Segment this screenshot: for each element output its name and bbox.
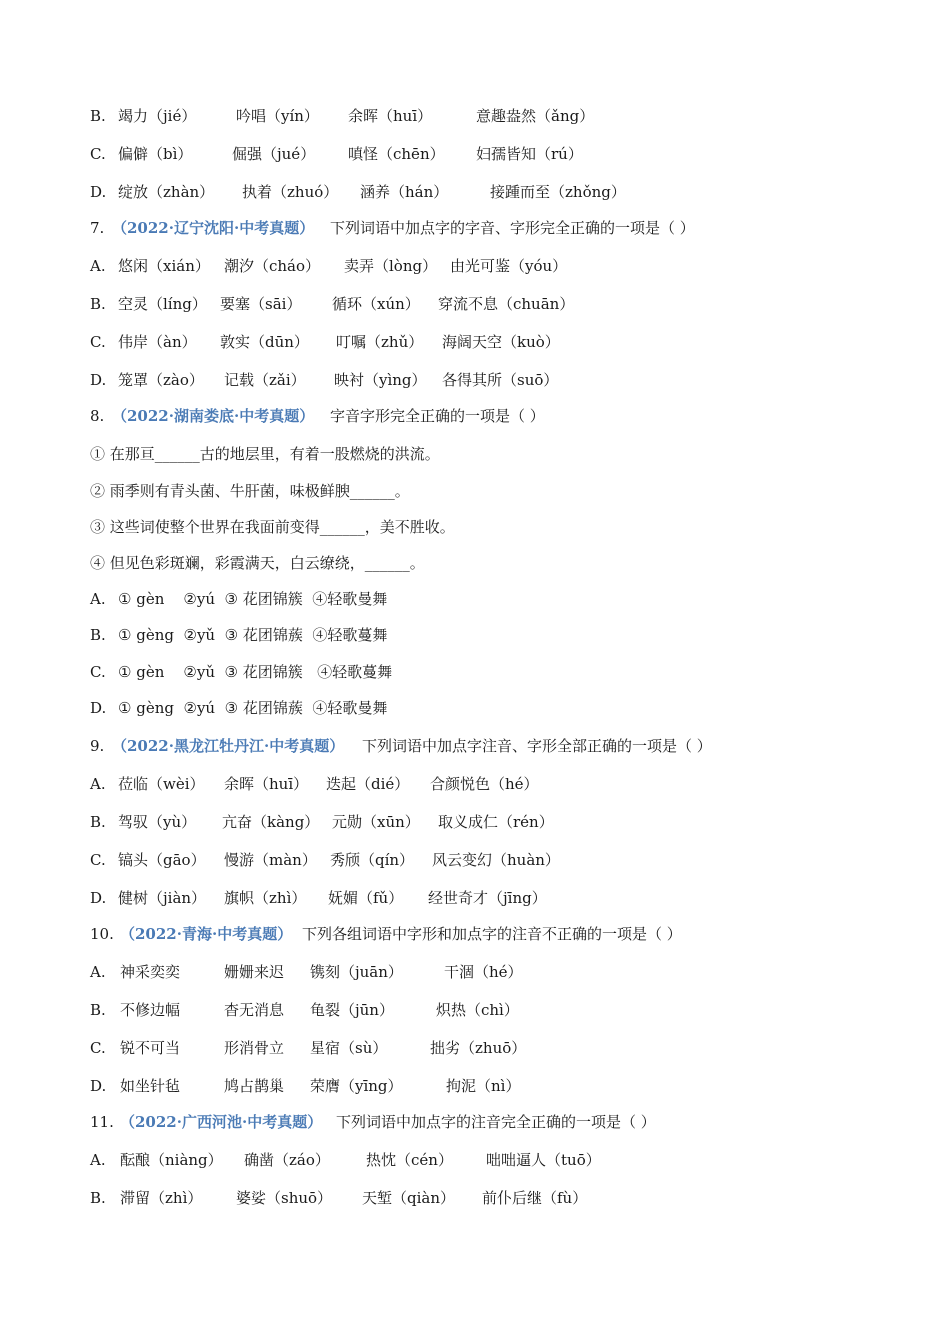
option-item: 由光可鉴（yóu） [450,257,568,275]
question-text: 下列词语中加点字注音、字形全部正确的一项是（ ） [362,737,712,755]
option-item: 酝酿（niàng） [120,1151,223,1169]
option-letter: A. [90,590,106,608]
option-letter: D. [90,183,107,201]
source-tag: （2022·辽宁沈阳·中考真题） [112,219,315,237]
option-item: 空灵（líng） [118,295,207,313]
option-item: 妇孺皆知（rú） [476,145,583,163]
option-item: 妩媚（fǔ） [328,889,404,907]
option-letter: A. [90,963,106,981]
option-item: 余晖（huī） [224,775,309,793]
option-item: 合颜悦色（hé） [430,775,539,793]
option-letter: A. [90,257,106,275]
option-item: 潮汐（cháo） [224,257,321,275]
question-number: 9. [90,737,105,755]
option-item: 伟岸（àn） [118,333,197,351]
option-item: 余晖（huī） [348,107,433,125]
question-text: 字音字形完全正确的一项是（ ） [330,407,545,425]
option-item: 吟唱（yín） [236,107,319,125]
option-item: 敦实（dūn） [220,333,309,351]
option-letter: B. [90,295,106,313]
q8-sentence-2: ② 雨季则有青头菌、牛肝菌，味极鲜腴______。 [90,482,410,500]
source-tag: （2022·黑龙江牡丹江·中考真题） [112,737,345,755]
option-item: 咄咄逼人（tuō） [486,1151,601,1169]
option-item: 滞留（zhì） [120,1189,203,1207]
option-item: 循环（xún） [332,295,420,313]
option-item: 姗姗来迟 [224,963,285,981]
option-letter: C. [90,1039,106,1057]
option-letter: A. [90,775,106,793]
option-item: 叮嘱（zhǔ） [336,333,424,351]
option-item: 海阔天空（kuò） [442,333,560,351]
source-tag: （2022·青海·中考真题） [120,925,293,943]
option-item: 杳无消息 [224,1001,285,1019]
option-item: 健树（jiàn） [118,889,207,907]
option-text: ① gèng ②yǔ ③ 花团锦蔟 ④轻歌蔓舞 [118,626,388,644]
option-item: 镐头（gāo） [118,851,206,869]
source-tag: （2022·广西河池·中考真题） [120,1113,323,1131]
option-letter: C. [90,851,106,869]
option-item: 天堑（qiàn） [362,1189,456,1207]
option-item: 星宿（sù） [310,1039,388,1057]
option-item: 记载（zǎi） [224,371,306,389]
option-letter: D. [90,889,107,907]
option-text: ① gèn ②yǔ ③ 花团锦簇 ④轻歌蔓舞 [118,663,393,681]
option-item: 不修边幅 [120,1001,181,1019]
option-item: 亢奋（kàng） [222,813,320,831]
option-text: ① gèng ②yú ③ 花团锦蔟 ④轻歌曼舞 [118,699,388,717]
option-item: 如坐针毡 [120,1077,181,1095]
option-item: 拙劣（zhuō） [430,1039,527,1057]
option-item: 映衬（yìng） [334,371,427,389]
option-item: 笼罩（zào） [118,371,204,389]
q8-sentence-3: ③ 这些词使整个世界在我面前变得______，美不胜收。 [90,518,455,536]
option-letter: A. [90,1151,106,1169]
option-item: 竭力（jié） [118,107,197,125]
option-item: 要塞（sāi） [220,295,302,313]
question-number: 10. [90,925,114,943]
option-letter: C. [90,145,106,163]
option-item: 旗帜（zhì） [224,889,307,907]
question-text: 下列词语中加点字的注音完全正确的一项是（ ） [336,1113,656,1131]
option-item: 卖弄（lòng） [344,257,438,275]
option-text: ① gèn ②yú ③ 花团锦簇 ④轻歌曼舞 [118,590,388,608]
option-item: 悠闲（xián） [118,257,210,275]
option-letter: B. [90,107,106,125]
option-letter: C. [90,663,106,681]
option-item: 取义成仁（rén） [438,813,554,831]
option-item: 意趣盎然（ǎng） [476,107,595,125]
option-item: 镌刻（juān） [310,963,403,981]
option-item: 锐不可当 [120,1039,181,1057]
option-item: 元勋（xūn） [332,813,420,831]
option-item: 神采奕奕 [120,963,181,981]
option-item: 慢游（màn） [224,851,317,869]
option-item: 确凿（záo） [244,1151,330,1169]
option-item: 炽热（chì） [436,1001,519,1019]
option-item: 各得其所（suō） [442,371,559,389]
option-item: 倔强（jué） [232,145,316,163]
option-item: 荣膺（yīng） [310,1077,403,1095]
option-item: 偏僻（bì） [118,145,193,163]
option-item: 嗔怪（chēn） [348,145,445,163]
option-letter: B. [90,1189,106,1207]
question-number: 7. [90,219,105,237]
option-item: 涵养（hán） [360,183,449,201]
option-item: 鸠占鹊巢 [224,1077,285,1095]
question-text: 下列各组词语中字形和加点字的注音不正确的一项是（ ） [302,925,682,943]
option-letter: B. [90,1001,106,1019]
q8-sentence-4: ④ 但见色彩斑斓，彩霞满天，白云缭绕，______。 [90,554,425,572]
option-item: 风云变幻（huàn） [432,851,560,869]
option-item: 拘泥（nì） [446,1077,521,1095]
option-item: 绽放（zhàn） [118,183,215,201]
option-letter: B. [90,813,106,831]
question-text: 下列词语中加点字的字音、字形完全正确的一项是（ ） [330,219,695,237]
option-letter: D. [90,371,107,389]
option-item: 热忱（cén） [366,1151,453,1169]
option-item: 形消骨立 [224,1039,285,1057]
option-item: 莅临（wèi） [118,775,205,793]
option-item: 迭起（dié） [326,775,410,793]
question-number: 8. [90,407,105,425]
option-item: 秀颀（qín） [330,851,415,869]
option-letter: B. [90,626,106,644]
option-item: 龟裂（jūn） [310,1001,394,1019]
q8-sentence-1: ① 在那亘______古的地层里，有着一股燃烧的洪流。 [90,445,440,463]
option-item: 接踵而至（zhǒng） [490,183,626,201]
question-number: 11. [90,1113,114,1131]
option-item: 驾驭（yù） [118,813,197,831]
option-item: 前仆后继（fù） [482,1189,588,1207]
option-letter: D. [90,699,107,717]
option-letter: C. [90,333,106,351]
option-item: 穿流不息（chuān） [438,295,575,313]
option-item: 干涸（hé） [444,963,523,981]
option-letter: D. [90,1077,107,1095]
option-item: 执着（zhuó） [242,183,339,201]
source-tag: （2022·湖南娄底·中考真题） [112,407,315,425]
option-item: 婆娑（shuō） [236,1189,333,1207]
option-item: 经世奇才（jīng） [428,889,547,907]
